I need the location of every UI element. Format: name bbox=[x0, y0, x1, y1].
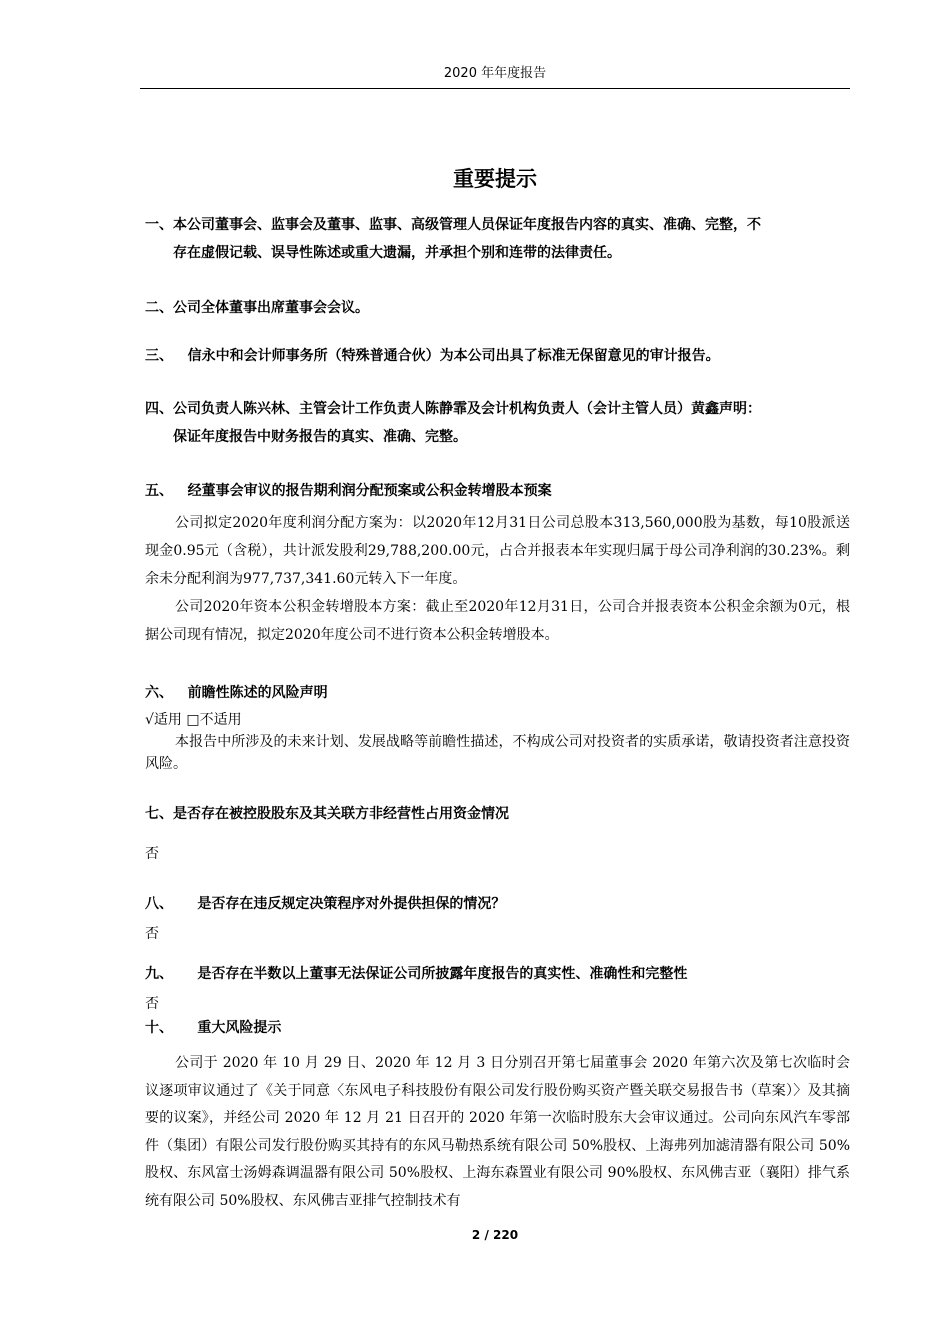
capital-reserve-paragraph: 公司2020年资本公积金转增股本方案：截止至2020年12月31日，公司合并报表资本公积金余额为0元，根据公司现有情况，拟定2020年度公司不进行资本公积金转增股本。 bbox=[145, 599, 850, 643]
section-text: 是否存在半数以上董事无法保证公司所披露年度报告的真实性、准确性和完整性 bbox=[197, 966, 688, 982]
section-2 bbox=[145, 294, 850, 322]
section-answer: 否 bbox=[145, 846, 159, 862]
section-number: 四、 bbox=[145, 401, 173, 417]
section-7 bbox=[145, 800, 850, 868]
section-text: 公司全体董事出席董事会会议。 bbox=[173, 300, 369, 316]
page-number: 2 / 220 bbox=[471, 1228, 519, 1242]
section-4 bbox=[145, 395, 850, 451]
section-text: 公司负责人陈兴林、主管会计工作负责人陈静霏及会计机构负责人（会计主管人员）黄鑫声明： bbox=[173, 401, 761, 417]
section-8 bbox=[145, 890, 850, 948]
section-number: 十、 bbox=[145, 1020, 173, 1036]
section-9 bbox=[145, 960, 850, 1016]
section-5 bbox=[145, 477, 850, 649]
section-1 bbox=[145, 211, 850, 267]
section-number: 二、 bbox=[145, 300, 173, 316]
section-3 bbox=[145, 342, 850, 370]
section-text: 是否存在违反规定决策程序对外提供担保的情况？ bbox=[197, 896, 506, 912]
profit-distribution-paragraph: 公司拟定2020年度利润分配方案为：以2020年12月31日公司总股本313,560,000股为基数，每10股派送现金0.95元（含税），共计派发股利29,788,200.00元，占合并报表本年实现归属于母公司净利润的30.23%。剩余未分配利润为977,737,341.60元转入下一年度。 bbox=[145, 515, 850, 587]
major-risk-paragraph: 公司于 2020 年 10 月 29 日、2020 年 12 月 3 日分别召开第七届董事会 2020 年第六次及第七次临时会议逐项审议通过了《关于同意〈东风电子科技股份有限公司发行股份购买资产暨关联交易报告书（草案）〉及其摘要的议案》，并经公司 2020 年 12 月 21 日召开的 2020 年第一次临时股东大会审议通过。公司向东风汽车零部件（集团）有限公司发行股份购买其持有的东风马勒热系统有限公司 50%股权、上海弗列加滤清器有限公司 50%股权、东风富士汤姆森调温器有限公司 50%股权、上海东森置业有限公司 90%股权、东风佛吉亚（襄阳）排气系统有限公司 50%股权、东风佛吉亚排气控制技术有 bbox=[145, 1055, 850, 1209]
section-number: 八、 bbox=[145, 896, 173, 912]
section-number: 九、 bbox=[145, 966, 173, 982]
section-answer: 否 bbox=[145, 996, 159, 1012]
section-text-cont: 存在虚假记载、误导性陈述或重大遗漏，并承担个别和连带的法律责任。 bbox=[173, 245, 621, 261]
forward-looking-paragraph: 本报告中所涉及的未来计划、发展战略等前瞻性描述，不构成公司对投资者的实质承诺，敬请投资者注意投资风险。 bbox=[145, 734, 850, 772]
section-10 bbox=[145, 1014, 850, 1215]
section-number: 五、 bbox=[145, 483, 173, 499]
header-divider bbox=[140, 88, 850, 89]
section-number: 一、 bbox=[145, 217, 173, 233]
section-text: 本公司董事会、监事会及董事、监事、高级管理人员保证年度报告内容的真实、准确、完整，不 bbox=[173, 217, 761, 233]
section-text: 重大风险提示 bbox=[197, 1020, 282, 1036]
section-text: 经董事会审议的报告期利润分配预案或公积金转增股本预案 bbox=[187, 483, 552, 499]
section-number: 六、 bbox=[145, 685, 173, 701]
applicability-checkbox: √适用 □不适用 bbox=[145, 712, 242, 728]
section-6 bbox=[145, 679, 850, 775]
section-answer: 否 bbox=[145, 926, 159, 942]
section-number: 三、 bbox=[145, 348, 173, 364]
section-text-cont: 保证年度报告中财务报告的真实、准确、完整。 bbox=[173, 429, 467, 445]
section-text: 前瞻性陈述的风险声明 bbox=[187, 685, 328, 701]
page-title: 重要提示 bbox=[453, 167, 537, 191]
section-text: 信永中和会计师事务所（特殊普通合伙）为本公司出具了标准无保留意见的审计报告。 bbox=[187, 348, 720, 364]
section-number: 七、 bbox=[145, 806, 173, 822]
page-header: 2020 年年度报告 bbox=[443, 66, 547, 81]
section-text: 是否存在被控股股东及其关联方非经营性占用资金情况 bbox=[173, 806, 509, 822]
